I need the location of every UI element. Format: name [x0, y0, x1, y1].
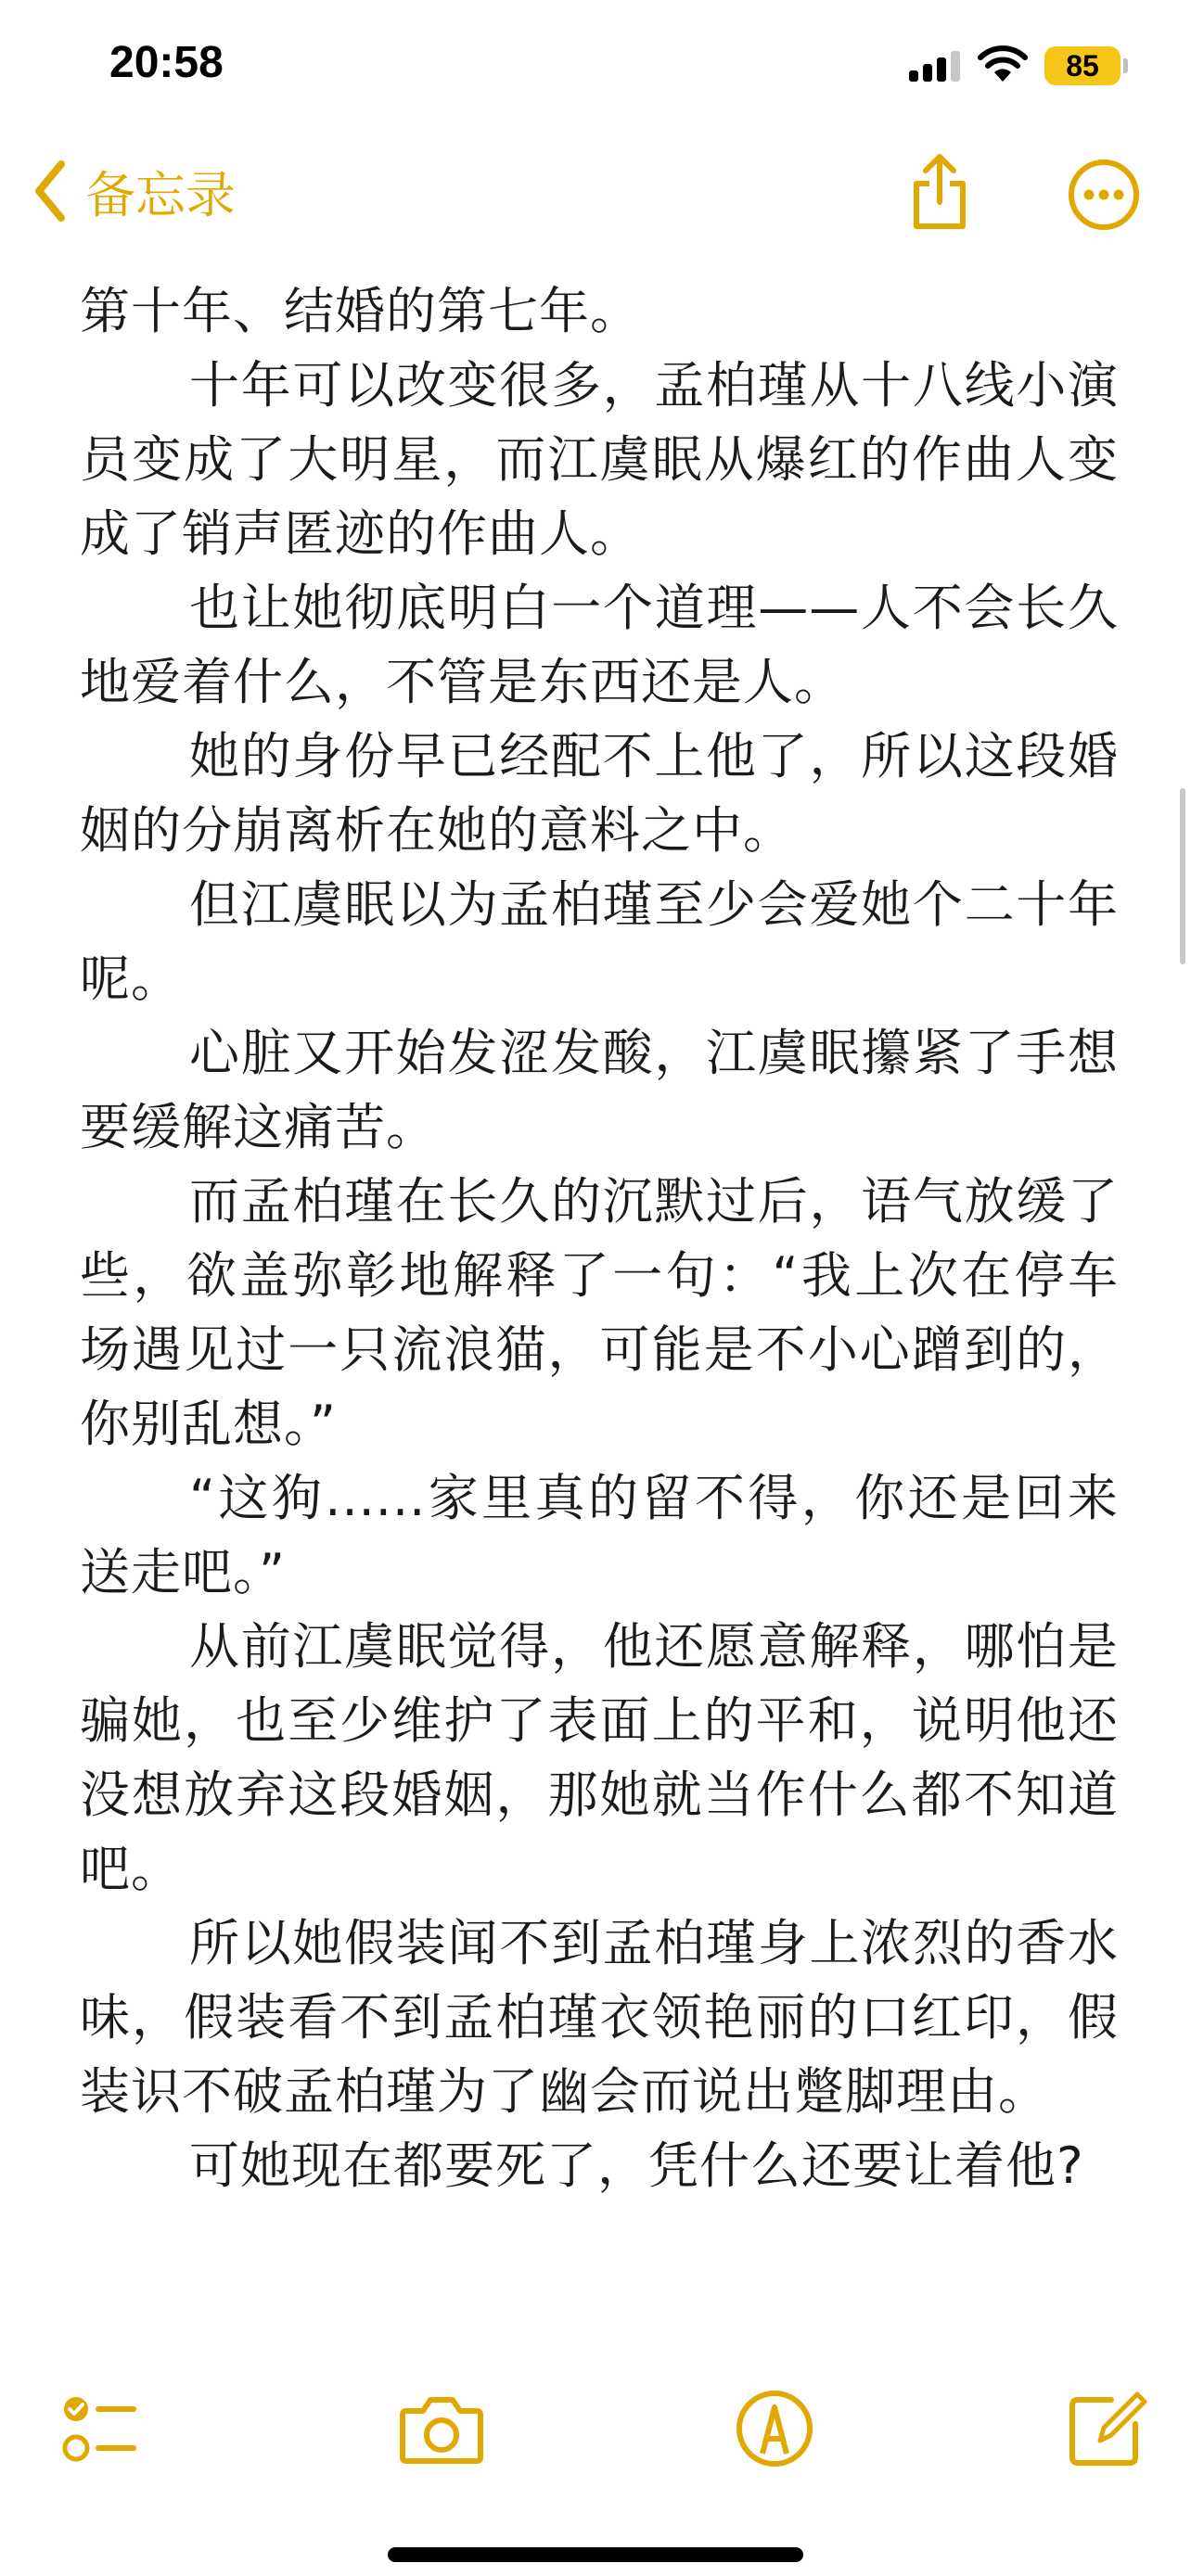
note-body[interactable]: [80, 274, 1119, 2203]
bottom-toolbar: [0, 2374, 1191, 2485]
ellipsis-circle-icon[interactable]: [1067, 158, 1141, 232]
note-paragraph: 所以她假装闻不到孟柏瑾身上浓烈的香水味，假装看不到孟柏瑾衣领艳丽的口红印，假装识不破孟柏瑾为了幽会而说出蹩脚理由。: [80, 1914, 1119, 2121]
wifi-icon: [976, 45, 1030, 83]
chevron-left-icon: [32, 159, 69, 223]
note-paragraph: “这狗......家里真的留不得，你还是回来送走吧。”: [80, 1469, 1119, 1601]
battery-indicator: 85: [1044, 46, 1121, 85]
note-paragraph: 十年可以改变很多，孟柏瑾从十八线小演员变成了大明星，而江虞眠从爆红的作曲人变成了销声匿迹的作曲人。: [80, 356, 1119, 563]
back-label: 备忘录: [85, 165, 236, 224]
note-paragraph: 她的身份早已经配不上他了，所以这段婚姻的分崩离析在她的意料之中。: [80, 727, 1119, 860]
share-icon[interactable]: [907, 152, 972, 232]
note-paragraph: 也让她彻底明白一个道理——人不会长久地爱着什么，不管是东西还是人。: [80, 579, 1119, 711]
note-paragraph: 第十年、结婚的第七年。: [80, 282, 641, 340]
camera-icon[interactable]: [397, 2387, 486, 2470]
scroll-indicator[interactable]: [1180, 788, 1185, 964]
compose-icon[interactable]: [1065, 2387, 1148, 2470]
note-paragraph: 但江虞眠以为孟柏瑾至少会爱她个二十年呢。: [80, 875, 1119, 1008]
markup-pen-icon[interactable]: [733, 2387, 816, 2470]
home-indicator[interactable]: [388, 2547, 803, 2562]
navigation-bar: [0, 130, 1191, 250]
back-button[interactable]: [32, 156, 236, 226]
checklist-icon[interactable]: [58, 2387, 141, 2470]
note-paragraph: 可她现在都要死了，凭什么还要让着他?: [189, 2136, 1084, 2195]
status-bar: [0, 0, 1191, 130]
note-paragraph: 从前江虞眠觉得，他还愿意解释，哪怕是骗她，也至少维护了表面上的平和，说明他还没想放弃这段婚姻，那她就当作什么都不知道吧。: [80, 1617, 1119, 1898]
battery-nub: [1123, 58, 1128, 73]
status-time: 20:58: [109, 38, 224, 87]
note-paragraph: 而孟柏瑾在长久的沉默过后，语气放缓了些，欲盖弥彰地解释了一句：“我上次在停车场遇见过一只流浪猫，可能是不小心蹭到的，你别乱想。”: [80, 1172, 1119, 1453]
cellular-signal-icon: [909, 50, 961, 82]
note-paragraph: 心脏又开始发涩发酸，江虞眠攥紧了手想要缓解这痛苦。: [80, 1024, 1119, 1156]
